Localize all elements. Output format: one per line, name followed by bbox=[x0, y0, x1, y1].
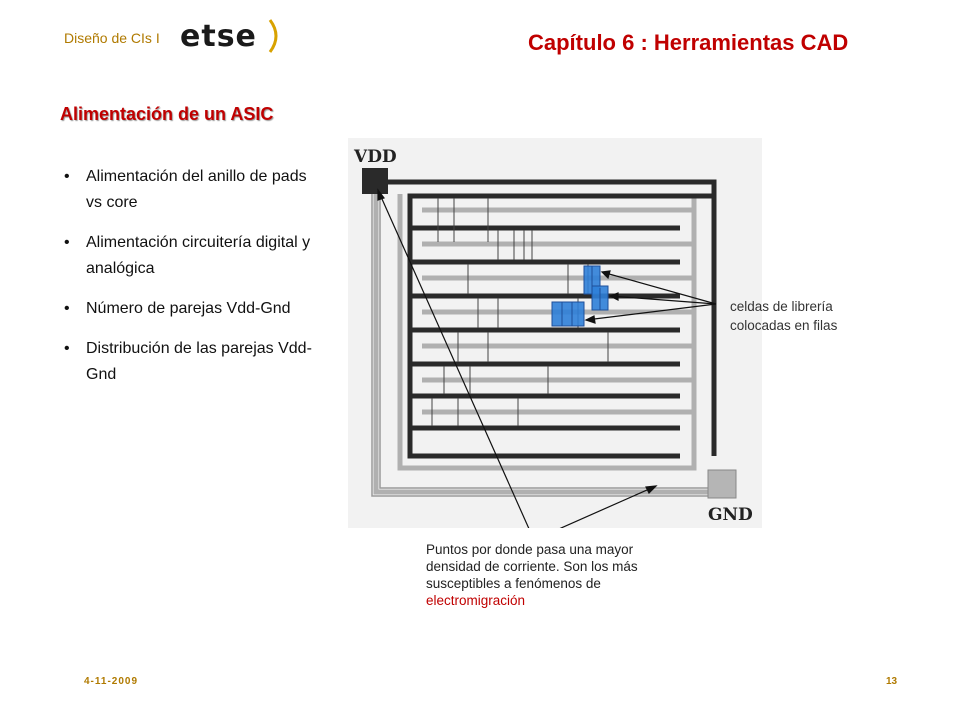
bullet-icon: • bbox=[64, 300, 70, 317]
bullet-text: Número de parejas Vdd-Gnd bbox=[86, 300, 291, 317]
bullet-list bbox=[60, 164, 322, 402]
vdd-pad bbox=[362, 168, 388, 194]
bullet-text: Alimentación del anillo de pads vs core bbox=[86, 168, 307, 211]
bullet-text: Distribución de las parejas Vdd-Gnd bbox=[86, 340, 312, 383]
power-distribution-diagram bbox=[348, 138, 762, 528]
bullet-text: Alimentación circuitería digital y analógica bbox=[86, 234, 311, 277]
bullet-icon: • bbox=[64, 340, 70, 357]
bullet-item bbox=[60, 230, 322, 282]
section-title: Alimentación de un ASIC bbox=[60, 104, 274, 124]
current-density-note bbox=[426, 541, 651, 609]
annotation-line: celdas de librería bbox=[730, 299, 833, 314]
note-text: Puntos por donde pasa una mayor densidad de corriente. Son los más susceptibles a fenómenos de bbox=[426, 542, 638, 591]
bullet-icon: • bbox=[64, 168, 70, 185]
gnd-pad bbox=[708, 470, 736, 498]
svg-text:etse: etse bbox=[180, 19, 257, 54]
note-highlight: electromigración bbox=[426, 593, 526, 608]
page-number: 13 bbox=[886, 676, 898, 687]
course-title: Diseño de CIs I bbox=[64, 30, 160, 46]
bullet-icon: • bbox=[64, 234, 70, 251]
chapter-title: Capítulo 6 : Herramientas CAD bbox=[528, 30, 849, 55]
gnd-label: GND bbox=[708, 505, 753, 525]
footer-date: 4-11-2009 bbox=[84, 676, 139, 687]
bullet-item bbox=[60, 296, 322, 322]
bullet-item bbox=[60, 164, 322, 216]
bullet-item bbox=[60, 336, 322, 388]
library-cells-annotation bbox=[730, 297, 890, 335]
vdd-label: VDD bbox=[354, 147, 397, 167]
etse-logo bbox=[178, 14, 284, 58]
annotation-line: colocadas en filas bbox=[730, 318, 838, 333]
